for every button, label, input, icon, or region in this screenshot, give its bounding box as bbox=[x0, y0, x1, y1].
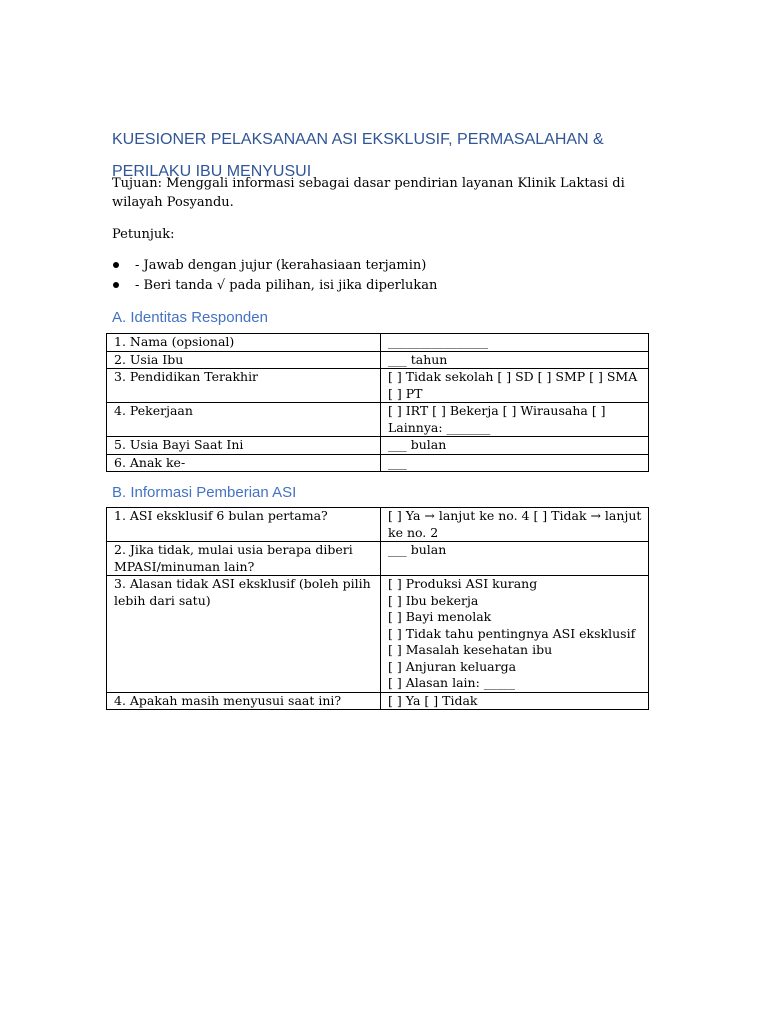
question-cell: 3. Alasan tidak ASI eksklusif (boleh pilih lebih dari satu) bbox=[107, 576, 381, 693]
answer-cell: [ ] Tidak sekolah [ ] SD [ ] SMP [ ] SMA [ ] PT bbox=[381, 369, 649, 403]
answer-line: [ ] Anjuran keluarga bbox=[388, 658, 517, 674]
table-row bbox=[107, 334, 649, 352]
answer-cell bbox=[381, 542, 649, 576]
question-cell: 5. Usia Bayi Saat Ini bbox=[107, 437, 381, 455]
answer-line: [ ] Produksi ASI kurang bbox=[388, 576, 538, 591]
answer-line: [ ] Alasan lain: _____ bbox=[388, 675, 516, 690]
answer-line: [ ] Tidak tahu pentingnya ASI eksklusif bbox=[388, 625, 636, 641]
answer-line: [ ] Bayi menolak bbox=[388, 609, 492, 624]
question-cell: 3. Pendidikan Terakhir bbox=[107, 369, 381, 403]
answer-line: [ ] Ya → lanjut ke no. 4 [ ] Tidak → lanjut ke no. 2 bbox=[388, 508, 642, 540]
table-row bbox=[107, 454, 649, 472]
instruction-text: - Beri tanda √ pada pilihan, isi jika diperlukan bbox=[135, 278, 438, 293]
table-row bbox=[107, 508, 649, 542]
table-row bbox=[107, 437, 649, 455]
section-b-heading: B. Informasi Pemberian ASI bbox=[112, 484, 297, 501]
instruction-item bbox=[112, 256, 437, 276]
breastfeeding-info-table bbox=[106, 507, 649, 710]
answer-cell: [ ] IRT [ ] Bekerja [ ] Wirausaha [ ] Lainnya: _______ bbox=[381, 403, 649, 437]
answer-cell bbox=[381, 576, 649, 693]
intro-text: Tujuan: Menggali informasi sebagai dasar pendirian layanan Klinik Laktasi di wilayah Posyandu. bbox=[112, 176, 625, 210]
answer-line: [ ] Ya [ ] Tidak bbox=[388, 692, 478, 708]
answer-line: [ ] Masalah kesehatan ibu bbox=[388, 642, 553, 657]
table-row bbox=[107, 542, 649, 576]
document-title: KUESIONER PELAKSANAAN ASI EKSKLUSIF, PERMASALAHAN & PERILAKU IBU MENYUSUI bbox=[112, 131, 604, 180]
answer-cell: ___ bbox=[381, 454, 649, 472]
bullet-icon bbox=[113, 282, 119, 288]
bullet-icon bbox=[113, 262, 119, 268]
question-cell: 6. Anak ke- bbox=[107, 454, 381, 472]
answer-cell bbox=[381, 508, 649, 542]
question-cell: 2. Jika tidak, mulai usia berapa diberi MPASI/minuman lain? bbox=[107, 542, 381, 576]
section-a-heading: A. Identitas Responden bbox=[112, 309, 268, 326]
answer-cell: ___ bulan bbox=[381, 437, 649, 455]
instructions-list bbox=[112, 256, 437, 296]
instruction-text: - Jawab dengan jujur (kerahasiaan terjamin) bbox=[135, 258, 427, 273]
table-row bbox=[107, 351, 649, 369]
answer-line: ___ bulan bbox=[388, 542, 447, 557]
table-row bbox=[107, 576, 649, 693]
question-cell: 4. Apakah masih menyusui saat ini? bbox=[107, 692, 381, 710]
table-row bbox=[107, 369, 649, 403]
answer-cell: ___ tahun bbox=[381, 351, 649, 369]
answer-cell: ________________ bbox=[381, 334, 649, 352]
answer-cell bbox=[381, 692, 649, 710]
answer-line: [ ] Ibu bekerja bbox=[388, 592, 479, 608]
question-cell: 1. Nama (opsional) bbox=[107, 334, 381, 352]
question-cell: 2. Usia Ibu bbox=[107, 351, 381, 369]
instructions-label: Petunjuk: bbox=[112, 227, 175, 242]
respondent-identity-table bbox=[106, 333, 649, 472]
question-cell: 4. Pekerjaan bbox=[107, 403, 381, 437]
instruction-item bbox=[112, 276, 437, 296]
table-row bbox=[107, 692, 649, 710]
table-row bbox=[107, 403, 649, 437]
question-cell: 1. ASI eksklusif 6 bulan pertama? bbox=[107, 508, 381, 542]
